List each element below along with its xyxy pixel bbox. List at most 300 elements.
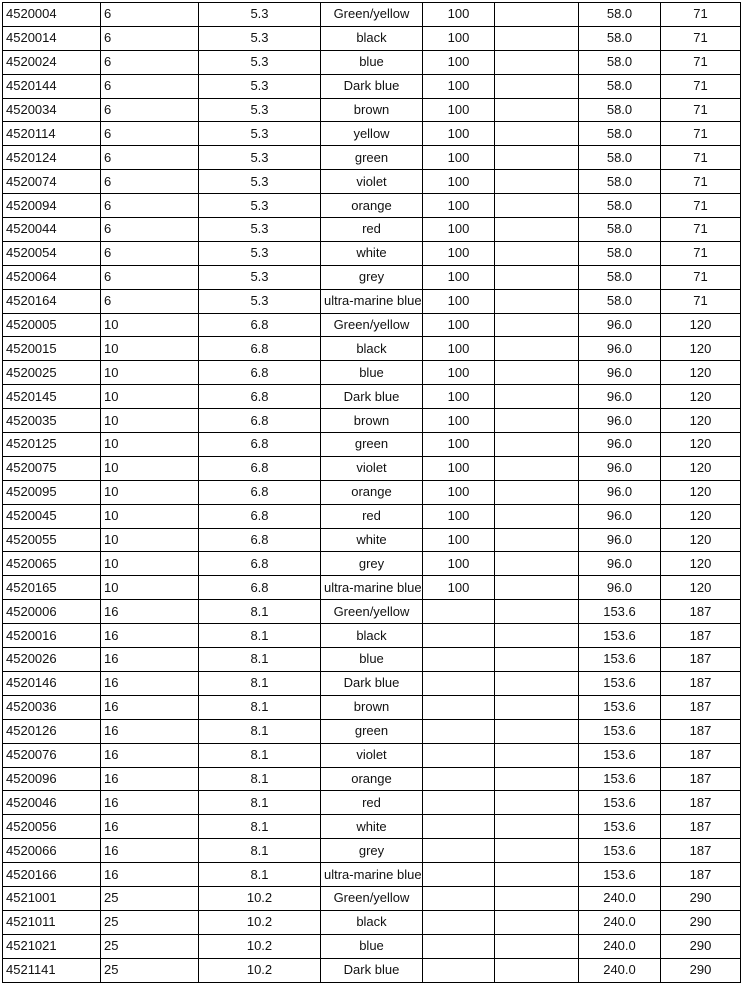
diameter-cell: 8.1 <box>199 719 321 743</box>
cross-section-cell: 16 <box>101 671 199 695</box>
weight-cell: 71 <box>661 50 741 74</box>
table-row <box>3 122 741 146</box>
copper-weight-cell: 96.0 <box>579 552 661 576</box>
article-number-cell: 4520026 <box>3 648 101 672</box>
weight-cell: 71 <box>661 241 741 265</box>
length-cell: 100 <box>423 480 495 504</box>
copper-weight-cell: 153.6 <box>579 743 661 767</box>
cross-section-cell: 10 <box>101 361 199 385</box>
cross-section-cell: 10 <box>101 409 199 433</box>
table-row <box>3 886 741 910</box>
article-number-cell: 4520124 <box>3 146 101 170</box>
weight-cell: 71 <box>661 98 741 122</box>
copper-weight-cell: 58.0 <box>579 122 661 146</box>
table-row <box>3 218 741 242</box>
length-cell: 100 <box>423 576 495 600</box>
cross-section-cell: 25 <box>101 958 199 982</box>
color-cell: brown <box>321 409 423 433</box>
length-cell <box>423 719 495 743</box>
article-number-cell: 4520034 <box>3 98 101 122</box>
diameter-cell: 5.3 <box>199 241 321 265</box>
article-number-cell: 4520144 <box>3 74 101 98</box>
color-cell: blue <box>321 50 423 74</box>
table-row <box>3 839 741 863</box>
weight-cell: 120 <box>661 552 741 576</box>
empty-cell <box>495 313 579 337</box>
length-cell: 100 <box>423 194 495 218</box>
diameter-cell: 6.8 <box>199 409 321 433</box>
weight-cell: 71 <box>661 122 741 146</box>
diameter-cell: 6.8 <box>199 361 321 385</box>
cross-section-cell: 6 <box>101 241 199 265</box>
article-number-cell: 4520025 <box>3 361 101 385</box>
article-number-cell: 4520014 <box>3 26 101 50</box>
empty-cell <box>495 552 579 576</box>
article-number-cell: 4520066 <box>3 839 101 863</box>
empty-cell <box>495 671 579 695</box>
empty-cell <box>495 576 579 600</box>
color-cell: ultra-marine blue <box>321 289 423 313</box>
length-cell: 100 <box>423 74 495 98</box>
article-number-cell: 4520125 <box>3 433 101 457</box>
weight-cell: 290 <box>661 958 741 982</box>
empty-cell <box>495 289 579 313</box>
table-row <box>3 576 741 600</box>
article-number-cell: 4520166 <box>3 863 101 887</box>
copper-weight-cell: 58.0 <box>579 194 661 218</box>
cross-section-cell: 16 <box>101 815 199 839</box>
copper-weight-cell: 240.0 <box>579 958 661 982</box>
article-number-cell: 4520035 <box>3 409 101 433</box>
empty-cell <box>495 815 579 839</box>
length-cell: 100 <box>423 313 495 337</box>
cross-section-cell: 16 <box>101 624 199 648</box>
color-cell: violet <box>321 170 423 194</box>
weight-cell: 71 <box>661 146 741 170</box>
copper-weight-cell: 153.6 <box>579 648 661 672</box>
cross-section-cell: 16 <box>101 695 199 719</box>
copper-weight-cell: 153.6 <box>579 815 661 839</box>
diameter-cell: 5.3 <box>199 74 321 98</box>
color-cell: grey <box>321 552 423 576</box>
article-number-cell: 4520075 <box>3 456 101 480</box>
color-cell: Green/yellow <box>321 886 423 910</box>
color-cell: Dark blue <box>321 385 423 409</box>
weight-cell: 187 <box>661 600 741 624</box>
cross-section-cell: 6 <box>101 50 199 74</box>
copper-weight-cell: 96.0 <box>579 576 661 600</box>
empty-cell <box>495 385 579 409</box>
table-row <box>3 361 741 385</box>
cross-section-cell: 16 <box>101 648 199 672</box>
table-row <box>3 265 741 289</box>
length-cell <box>423 815 495 839</box>
color-cell: Green/yellow <box>321 3 423 27</box>
cross-section-cell: 16 <box>101 600 199 624</box>
copper-weight-cell: 240.0 <box>579 910 661 934</box>
empty-cell <box>495 863 579 887</box>
diameter-cell: 5.3 <box>199 26 321 50</box>
color-cell: black <box>321 910 423 934</box>
table-row <box>3 504 741 528</box>
weight-cell: 187 <box>661 624 741 648</box>
article-number-cell: 4520016 <box>3 624 101 648</box>
copper-weight-cell: 58.0 <box>579 98 661 122</box>
length-cell: 100 <box>423 265 495 289</box>
article-number-cell: 4520005 <box>3 313 101 337</box>
color-cell: grey <box>321 265 423 289</box>
table-row <box>3 385 741 409</box>
table-row <box>3 791 741 815</box>
color-cell: violet <box>321 743 423 767</box>
empty-cell <box>495 74 579 98</box>
empty-cell <box>495 743 579 767</box>
copper-weight-cell: 153.6 <box>579 695 661 719</box>
diameter-cell: 8.1 <box>199 671 321 695</box>
article-number-cell: 4520036 <box>3 695 101 719</box>
diameter-cell: 6.8 <box>199 385 321 409</box>
empty-cell <box>495 218 579 242</box>
empty-cell <box>495 50 579 74</box>
article-number-cell: 4520165 <box>3 576 101 600</box>
diameter-cell: 10.2 <box>199 886 321 910</box>
cross-section-cell: 10 <box>101 576 199 600</box>
weight-cell: 120 <box>661 361 741 385</box>
article-number-cell: 4520095 <box>3 480 101 504</box>
empty-cell <box>495 194 579 218</box>
weight-cell: 71 <box>661 194 741 218</box>
weight-cell: 71 <box>661 265 741 289</box>
cross-section-cell: 6 <box>101 218 199 242</box>
cross-section-cell: 16 <box>101 719 199 743</box>
table-row <box>3 337 741 361</box>
empty-cell <box>495 98 579 122</box>
color-cell: Green/yellow <box>321 313 423 337</box>
article-number-cell: 4520096 <box>3 767 101 791</box>
color-cell: black <box>321 624 423 648</box>
weight-cell: 120 <box>661 337 741 361</box>
copper-weight-cell: 96.0 <box>579 528 661 552</box>
weight-cell: 187 <box>661 743 741 767</box>
length-cell: 100 <box>423 433 495 457</box>
copper-weight-cell: 96.0 <box>579 385 661 409</box>
article-number-cell: 4520065 <box>3 552 101 576</box>
diameter-cell: 5.3 <box>199 50 321 74</box>
table-row <box>3 456 741 480</box>
cross-section-cell: 25 <box>101 886 199 910</box>
length-cell: 100 <box>423 528 495 552</box>
copper-weight-cell: 58.0 <box>579 50 661 74</box>
article-number-cell: 4520045 <box>3 504 101 528</box>
table-row <box>3 743 741 767</box>
cross-section-cell: 25 <box>101 910 199 934</box>
length-cell: 100 <box>423 26 495 50</box>
empty-cell <box>495 910 579 934</box>
length-cell <box>423 839 495 863</box>
table-row <box>3 313 741 337</box>
article-number-cell: 4520064 <box>3 265 101 289</box>
article-number-cell: 4520074 <box>3 170 101 194</box>
length-cell: 100 <box>423 98 495 122</box>
diameter-cell: 6.8 <box>199 433 321 457</box>
empty-cell <box>495 767 579 791</box>
length-cell <box>423 791 495 815</box>
article-number-cell: 4521001 <box>3 886 101 910</box>
weight-cell: 187 <box>661 839 741 863</box>
diameter-cell: 8.1 <box>199 815 321 839</box>
length-cell: 100 <box>423 50 495 74</box>
length-cell: 100 <box>423 337 495 361</box>
color-cell: brown <box>321 98 423 122</box>
diameter-cell: 8.1 <box>199 648 321 672</box>
weight-cell: 71 <box>661 289 741 313</box>
diameter-cell: 10.2 <box>199 934 321 958</box>
color-cell: white <box>321 815 423 839</box>
article-number-cell: 4520004 <box>3 3 101 27</box>
article-number-cell: 4521141 <box>3 958 101 982</box>
weight-cell: 120 <box>661 576 741 600</box>
empty-cell <box>495 265 579 289</box>
cross-section-cell: 6 <box>101 170 199 194</box>
copper-weight-cell: 58.0 <box>579 289 661 313</box>
length-cell: 100 <box>423 146 495 170</box>
weight-cell: 71 <box>661 26 741 50</box>
copper-weight-cell: 96.0 <box>579 504 661 528</box>
copper-weight-cell: 58.0 <box>579 218 661 242</box>
diameter-cell: 8.1 <box>199 839 321 863</box>
weight-cell: 187 <box>661 767 741 791</box>
copper-weight-cell: 58.0 <box>579 170 661 194</box>
color-cell: white <box>321 241 423 265</box>
cross-section-cell: 16 <box>101 743 199 767</box>
empty-cell <box>495 528 579 552</box>
cross-section-cell: 16 <box>101 863 199 887</box>
color-cell: Dark blue <box>321 958 423 982</box>
cross-section-cell: 6 <box>101 265 199 289</box>
copper-weight-cell: 153.6 <box>579 600 661 624</box>
empty-cell <box>495 934 579 958</box>
copper-weight-cell: 58.0 <box>579 265 661 289</box>
weight-cell: 187 <box>661 671 741 695</box>
weight-cell: 290 <box>661 934 741 958</box>
color-cell: green <box>321 433 423 457</box>
article-number-cell: 4520056 <box>3 815 101 839</box>
color-cell: ultra-marine blue <box>321 863 423 887</box>
length-cell: 100 <box>423 456 495 480</box>
cross-section-cell: 10 <box>101 313 199 337</box>
table-row <box>3 194 741 218</box>
length-cell <box>423 910 495 934</box>
diameter-cell: 8.1 <box>199 863 321 887</box>
weight-cell: 71 <box>661 170 741 194</box>
weight-cell: 120 <box>661 456 741 480</box>
empty-cell <box>495 695 579 719</box>
copper-weight-cell: 96.0 <box>579 480 661 504</box>
table-row <box>3 648 741 672</box>
diameter-cell: 6.8 <box>199 337 321 361</box>
empty-cell <box>495 3 579 27</box>
diameter-cell: 6.8 <box>199 480 321 504</box>
empty-cell <box>495 433 579 457</box>
weight-cell: 120 <box>661 528 741 552</box>
length-cell: 100 <box>423 409 495 433</box>
table-row <box>3 767 741 791</box>
weight-cell: 120 <box>661 313 741 337</box>
color-cell: grey <box>321 839 423 863</box>
article-number-cell: 4520126 <box>3 719 101 743</box>
table-row <box>3 695 741 719</box>
article-number-cell: 4521021 <box>3 934 101 958</box>
copper-weight-cell: 153.6 <box>579 719 661 743</box>
color-cell: orange <box>321 480 423 504</box>
table-row <box>3 480 741 504</box>
color-cell: blue <box>321 361 423 385</box>
color-cell: white <box>321 528 423 552</box>
diameter-cell: 5.3 <box>199 3 321 27</box>
cross-section-cell: 10 <box>101 456 199 480</box>
weight-cell: 71 <box>661 3 741 27</box>
article-number-cell: 4520046 <box>3 791 101 815</box>
copper-weight-cell: 153.6 <box>579 791 661 815</box>
copper-weight-cell: 58.0 <box>579 26 661 50</box>
article-number-cell: 4521011 <box>3 910 101 934</box>
copper-weight-cell: 240.0 <box>579 886 661 910</box>
copper-weight-cell: 58.0 <box>579 146 661 170</box>
length-cell: 100 <box>423 552 495 576</box>
cross-section-cell: 6 <box>101 146 199 170</box>
article-number-cell: 4520006 <box>3 600 101 624</box>
article-number-cell: 4520055 <box>3 528 101 552</box>
diameter-cell: 8.1 <box>199 695 321 719</box>
color-cell: Dark blue <box>321 74 423 98</box>
empty-cell <box>495 839 579 863</box>
color-cell: orange <box>321 194 423 218</box>
length-cell: 100 <box>423 122 495 146</box>
article-number-cell: 4520076 <box>3 743 101 767</box>
empty-cell <box>495 456 579 480</box>
length-cell: 100 <box>423 504 495 528</box>
cross-section-cell: 10 <box>101 385 199 409</box>
table-row <box>3 910 741 934</box>
diameter-cell: 8.1 <box>199 767 321 791</box>
cross-section-cell: 6 <box>101 289 199 313</box>
empty-cell <box>495 26 579 50</box>
empty-cell <box>495 170 579 194</box>
copper-weight-cell: 240.0 <box>579 934 661 958</box>
diameter-cell: 6.8 <box>199 552 321 576</box>
empty-cell <box>495 361 579 385</box>
length-cell <box>423 743 495 767</box>
color-cell: Green/yellow <box>321 600 423 624</box>
diameter-cell: 5.3 <box>199 194 321 218</box>
copper-weight-cell: 58.0 <box>579 3 661 27</box>
length-cell: 100 <box>423 289 495 313</box>
cross-section-cell: 16 <box>101 767 199 791</box>
article-number-cell: 4520164 <box>3 289 101 313</box>
weight-cell: 120 <box>661 409 741 433</box>
length-cell <box>423 624 495 648</box>
color-cell: black <box>321 337 423 361</box>
cross-section-cell: 6 <box>101 122 199 146</box>
length-cell <box>423 863 495 887</box>
table-row <box>3 74 741 98</box>
table-row <box>3 863 741 887</box>
weight-cell: 187 <box>661 863 741 887</box>
article-number-cell: 4520146 <box>3 671 101 695</box>
diameter-cell: 10.2 <box>199 958 321 982</box>
length-cell <box>423 934 495 958</box>
article-number-cell: 4520114 <box>3 122 101 146</box>
article-number-cell: 4520015 <box>3 337 101 361</box>
copper-weight-cell: 96.0 <box>579 361 661 385</box>
table-row <box>3 719 741 743</box>
table-row <box>3 552 741 576</box>
diameter-cell: 8.1 <box>199 624 321 648</box>
table-row <box>3 934 741 958</box>
copper-weight-cell: 58.0 <box>579 241 661 265</box>
cross-section-cell: 10 <box>101 480 199 504</box>
diameter-cell: 6.8 <box>199 313 321 337</box>
length-cell: 100 <box>423 218 495 242</box>
cross-section-cell: 6 <box>101 98 199 122</box>
length-cell <box>423 695 495 719</box>
copper-weight-cell: 96.0 <box>579 456 661 480</box>
length-cell <box>423 600 495 624</box>
cross-section-cell: 10 <box>101 552 199 576</box>
length-cell: 100 <box>423 385 495 409</box>
diameter-cell: 8.1 <box>199 743 321 767</box>
weight-cell: 120 <box>661 433 741 457</box>
table-body <box>3 3 741 983</box>
article-number-cell: 4520024 <box>3 50 101 74</box>
table-row <box>3 671 741 695</box>
copper-weight-cell: 96.0 <box>579 433 661 457</box>
table-row <box>3 50 741 74</box>
product-table <box>2 2 741 983</box>
diameter-cell: 5.3 <box>199 289 321 313</box>
cross-section-cell: 6 <box>101 3 199 27</box>
empty-cell <box>495 624 579 648</box>
table-row <box>3 815 741 839</box>
table-row <box>3 26 741 50</box>
diameter-cell: 6.8 <box>199 528 321 552</box>
color-cell: green <box>321 146 423 170</box>
diameter-cell: 5.3 <box>199 265 321 289</box>
empty-cell <box>495 241 579 265</box>
length-cell: 100 <box>423 170 495 194</box>
copper-weight-cell: 153.6 <box>579 863 661 887</box>
cross-section-cell: 10 <box>101 433 199 457</box>
weight-cell: 120 <box>661 504 741 528</box>
weight-cell: 71 <box>661 218 741 242</box>
weight-cell: 120 <box>661 480 741 504</box>
empty-cell <box>495 958 579 982</box>
copper-weight-cell: 96.0 <box>579 409 661 433</box>
table-row <box>3 146 741 170</box>
empty-cell <box>495 600 579 624</box>
color-cell: Dark blue <box>321 671 423 695</box>
cross-section-cell: 16 <box>101 791 199 815</box>
color-cell: orange <box>321 767 423 791</box>
cross-section-cell: 6 <box>101 74 199 98</box>
length-cell: 100 <box>423 3 495 27</box>
cross-section-cell: 10 <box>101 528 199 552</box>
table-row <box>3 433 741 457</box>
empty-cell <box>495 480 579 504</box>
empty-cell <box>495 504 579 528</box>
copper-weight-cell: 153.6 <box>579 671 661 695</box>
color-cell: ultra-marine blue <box>321 576 423 600</box>
